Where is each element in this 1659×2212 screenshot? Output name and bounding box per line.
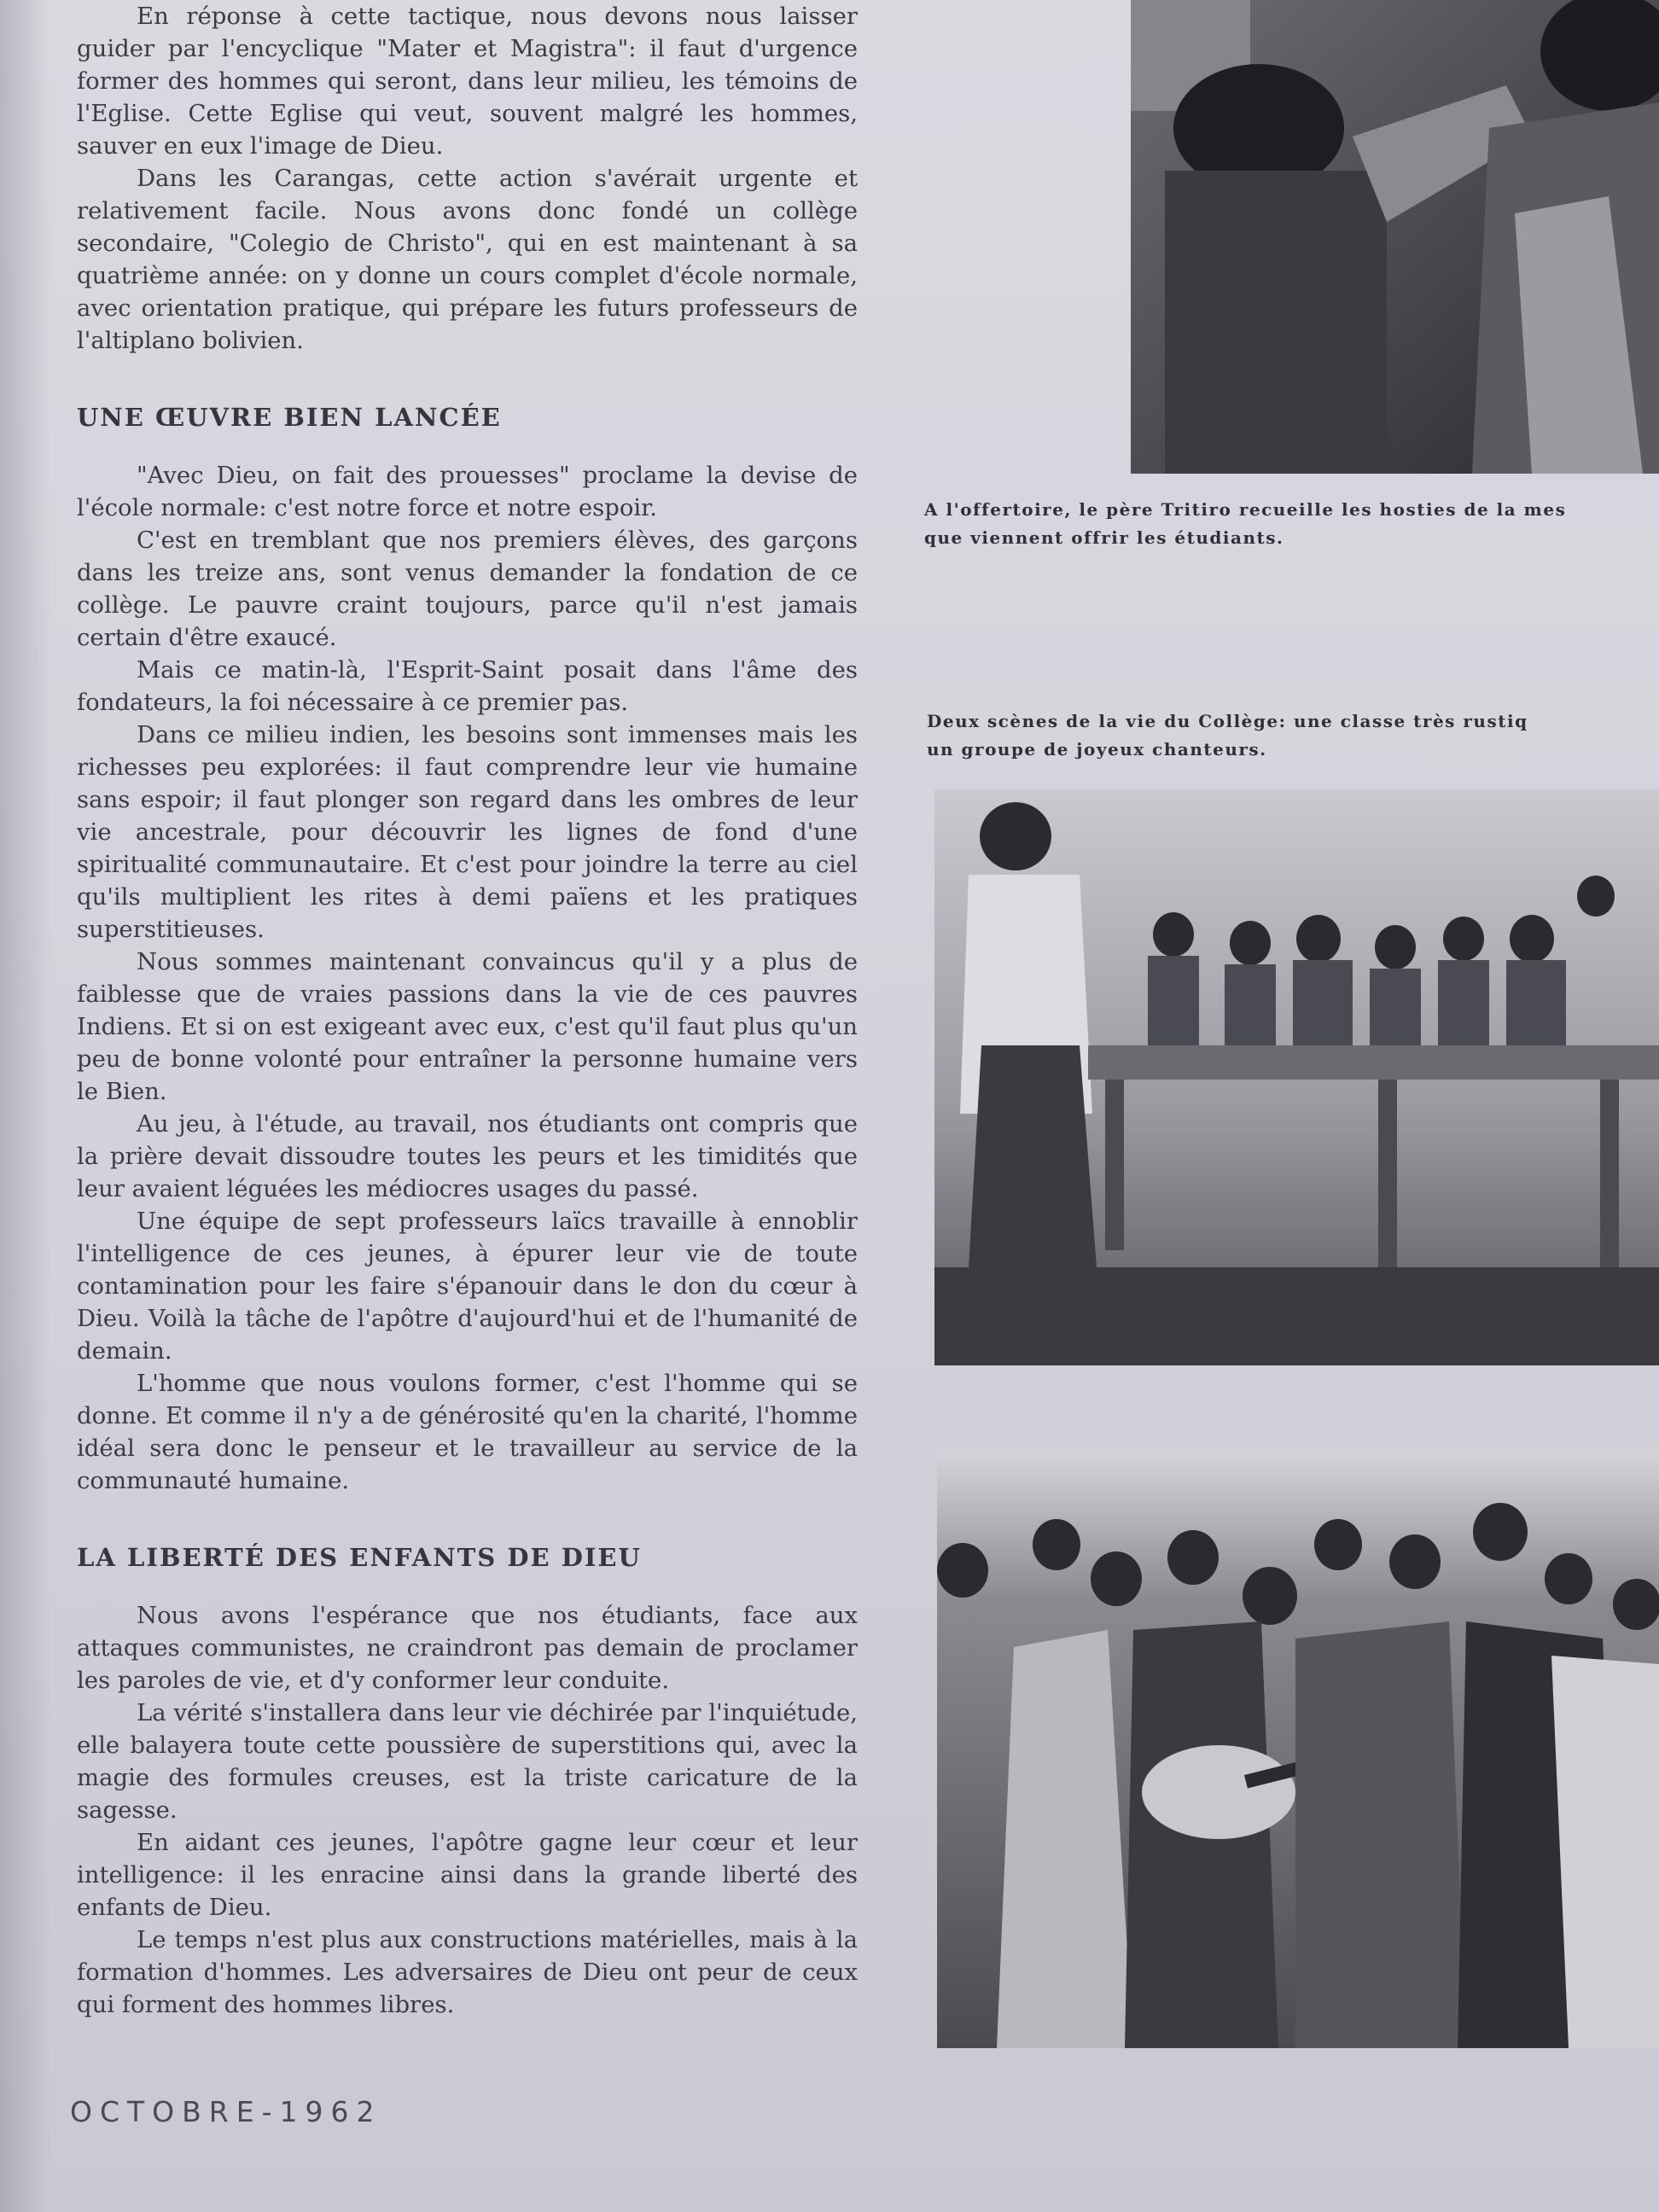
article-column <box>77 0 858 2021</box>
paragraph: En réponse à cette tactique, nous devons nous laisser guider par l'encyclique "Mater et Magistra": il faut d'urgence former des hommes qui seront, dans leur milieu, les témoins de l'Eglise. Cette Eglise qui veut, souvent malgré les hommes, sauver en eux l'image de Dieu. <box>77 3 858 160</box>
paragraph: "Avec Dieu, on fait des prouesses" proclame la devise de l'école normale: c'est notre force et notre espoir. <box>77 462 858 521</box>
photo-classroom-image <box>934 789 1659 1365</box>
page-edge-shadow <box>0 0 51 2212</box>
paragraph: Dans les Carangas, cette action s'avérait urgente et relativement facile. Nous avons donc fondé un collège secondaire, "Colegio de Christo", qui en est maintenant à sa quatrième année: on y donne un cours complet d'école normale, avec orientation pratique, qui prépare les futurs professeurs de l'altiplano bolivien. <box>77 165 858 354</box>
photo-classroom <box>934 789 1659 1365</box>
liberte-section <box>77 1599 858 2021</box>
caption-offertoire-line1: A l'offertoire, le père Tritiro recueille les hosties de la mes <box>924 499 1567 520</box>
paragraph: Mais ce matin-là, l'Esprit-Saint posait dans l'âme des fondateurs, la foi nécessaire à ce premier pas. <box>77 656 858 716</box>
oeuvre-section <box>77 459 858 1497</box>
intro-section <box>77 0 858 357</box>
paragraph: Dans ce milieu indien, les besoins sont immenses mais les richesses peu explorées: il faut comprendre leur vie humaine sans espoir; il faut plonger son regard dans les ombres de leur vie ancestrale, pour découvrir les lignes de fond d'une spiritualité communautaire. Et c'est pour joindre la terre au ciel qu'ils multiplient les rites à demi païens et les pratiques superstitieuses. <box>77 721 858 943</box>
paragraph: Au jeu, à l'étude, au travail, nos étudiants ont compris que la prière devait dissoudre toutes les peurs et les timidités que leur avaient léguées les médiocres usages du passé. <box>77 1110 858 1202</box>
paragraph: Nous avons l'espérance que nos étudiants, face aux attaques communistes, ne craindront pas demain de proclamer les paroles de vie, et d'y conformer leur conduite. <box>77 1602 858 1694</box>
caption-scenes-line2: un groupe de joyeux chanteurs. <box>927 739 1267 760</box>
section-heading-liberte: LA LIBERTÉ DES ENFANTS DE DIEU <box>77 1543 642 1572</box>
photo-offertoire-image <box>1131 0 1659 474</box>
paragraph: Une équipe de sept professeurs laïcs travaille à ennoblir l'intelligence de ces jeunes, à épurer leur vie de toute contamination pour les faire s'épanouir dans le don du cœur à Dieu. Voilà la tâche de l'apôtre d'aujourd'hui et de l'humanité de demain. <box>77 1208 858 1365</box>
caption-scenes-line1: Deux scènes de la vie du Collège: une classe très rustiq <box>927 711 1528 731</box>
photo-singers <box>937 1451 1659 2048</box>
paragraph: L'homme que nous voulons former, c'est l'homme qui se donne. Et comme il n'y a de générosité qu'en la charité, l'homme idéal sera donc le penseur et le travailleur au service de la communauté humaine. <box>77 1370 858 1494</box>
paragraph: C'est en tremblant que nos premiers élèves, des garçons dans les treize ans, sont venus demander la fondation de ce collège. Le pauvre craint toujours, parce qu'il n'est jamais certain d'être exaucé. <box>77 527 858 651</box>
paragraph: Nous sommes maintenant convaincus qu'il y a plus de faiblesse que de vraies passions dans la vie de ces pauvres Indiens. Et si on est exigeant avec eux, c'est qu'il faut plus qu'un peu de bonne volonté pour entraîner la personne humaine vers le Bien. <box>77 948 858 1105</box>
paragraph: En aidant ces jeunes, l'apôtre gagne leur cœur et leur intelligence: il les enracine ainsi dans la grande liberté des enfants de Dieu. <box>77 1829 858 1921</box>
photo-offertoire <box>1131 0 1659 474</box>
paragraph: La vérité s'installera dans leur vie déchirée par l'inquiétude, elle balayera toute cette poussière de superstitions qui, avec la magie des formules creuses, est la triste caricature de la sagesse. <box>77 1699 858 1824</box>
photo-singers-image <box>937 1451 1659 2048</box>
caption-offertoire-line2: que viennent offrir les étudiants. <box>924 527 1284 548</box>
paragraph: Le temps n'est plus aux constructions matérielles, mais à la formation d'hommes. Les adversaires de Dieu ont peur de ceux qui forment des hommes libres. <box>77 1926 858 2018</box>
issue-date-footer: OCTOBRE-1962 <box>70 2095 382 2128</box>
section-heading-oeuvre: UNE ŒUVRE BIEN LANCÉE <box>77 403 502 432</box>
